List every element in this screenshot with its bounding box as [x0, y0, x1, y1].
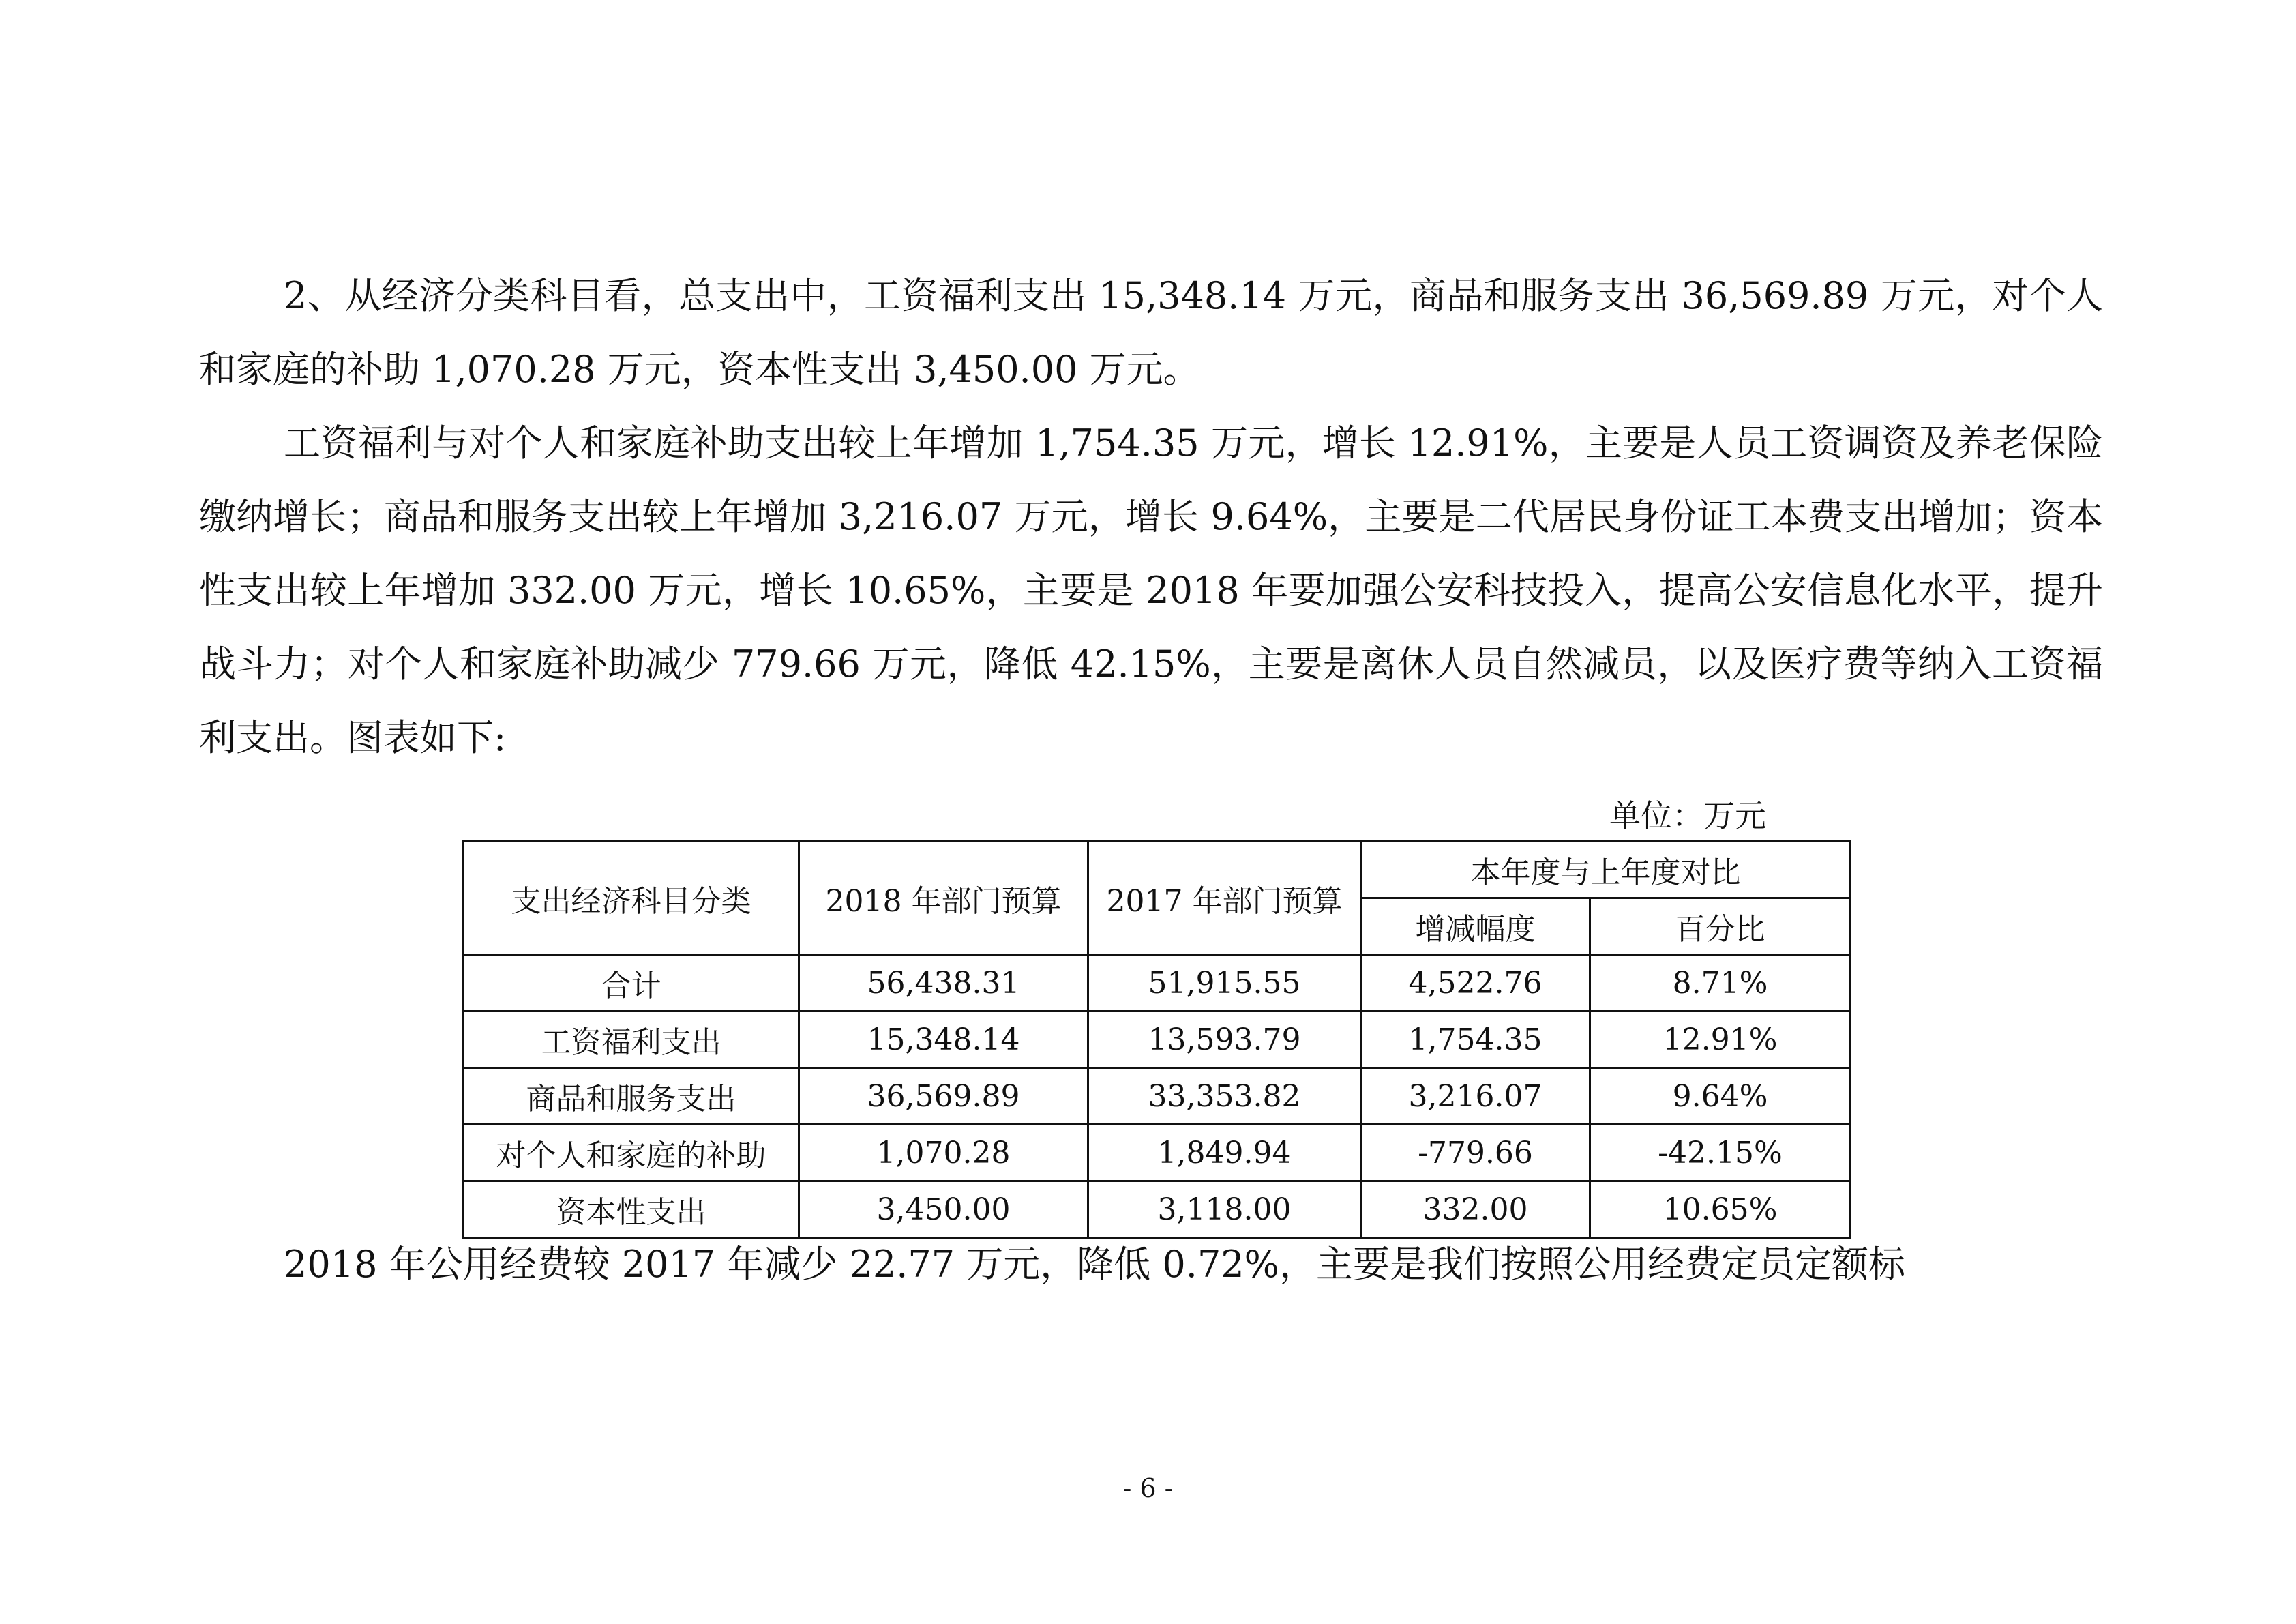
- cell-change: 332.00: [1361, 1181, 1590, 1238]
- cell-percent: 9.64%: [1590, 1068, 1851, 1125]
- header-percent: 百分比: [1590, 898, 1851, 955]
- header-2017-budget: 2017 年部门预算: [1088, 842, 1361, 955]
- unit-label: 单位：万元: [1609, 797, 1766, 834]
- cell-category: 工资福利支出: [464, 1012, 799, 1068]
- cell-change: 1,754.35: [1361, 1012, 1590, 1068]
- cell-2018: 1,070.28: [799, 1125, 1088, 1181]
- header-change: 增减幅度: [1361, 898, 1590, 955]
- header-category: 支出经济科目分类: [464, 842, 799, 955]
- cell-2017: 51,915.55: [1088, 955, 1361, 1012]
- cell-change: -779.66: [1361, 1125, 1590, 1181]
- table-row: [464, 1012, 1851, 1068]
- cell-2017: 13,593.79: [1088, 1012, 1361, 1068]
- paragraph-public-expenses: 2018 年公用经费较 2017 年减少 22.77 万元，降低 0.72%，主要是我们按照公用经费定员定额标: [284, 1243, 1905, 1286]
- cell-2018: 15,348.14: [799, 1012, 1088, 1068]
- table-row: [464, 1125, 1851, 1181]
- table-row: [464, 1068, 1851, 1125]
- cell-change: 4,522.76: [1361, 955, 1590, 1012]
- cell-percent: -42.15%: [1590, 1125, 1851, 1181]
- budget-comparison-table: [462, 840, 1851, 1239]
- table-row: [464, 955, 1851, 1012]
- cell-change: 3,216.07: [1361, 1068, 1590, 1125]
- cell-2018: 3,450.00: [799, 1181, 1088, 1238]
- header-comparison: 本年度与上年度对比: [1361, 842, 1851, 898]
- cell-2017: 3,118.00: [1088, 1181, 1361, 1238]
- cell-2018: 56,438.31: [799, 955, 1088, 1012]
- cell-category: 合计: [464, 955, 799, 1012]
- header-2018-budget: 2018 年部门预算: [799, 842, 1088, 955]
- cell-2017: 33,353.82: [1088, 1068, 1361, 1125]
- cell-2017: 1,849.94: [1088, 1125, 1361, 1181]
- cell-2018: 36,569.89: [799, 1068, 1088, 1125]
- paragraph-economic-classification: 2、从经济分类科目看，总支出中，工资福利支出 15,348.14 万元，商品和服务支出 36,569.89 万元，对个人和家庭的补助 1,070.28 万元，资本性支出 3,450.00 万元。: [199, 274, 2103, 391]
- paragraph-year-over-year-analysis: 工资福利与对个人和家庭补助支出较上年增加 1,754.35 万元，增长 12.91%，主要是人员工资调资及养老保险缴纳增长；商品和服务支出较上年增加 3,216.07 万元，增长 9.64%，主要是二代居民身份证工本费支出增加；资本性支出较上年增加 332.00 万元，增长 10.65%，主要是 2018 年要加强公安科技投入，提高公安信息化水平，提升战斗力；对个人和家庭补助减少 779.66 万元，降低 42.15%，主要是离休人员自然减员，以及医疗费等纳入工资福利支出。图表如下:: [199, 422, 2103, 759]
- cell-percent: 8.71%: [1590, 955, 1851, 1012]
- cell-category: 商品和服务支出: [464, 1068, 799, 1125]
- page-number: - 6 -: [1122, 1473, 1174, 1503]
- cell-percent: 10.65%: [1590, 1181, 1851, 1238]
- table-header-row: [464, 842, 1851, 898]
- cell-category: 对个人和家庭的补助: [464, 1125, 799, 1181]
- cell-percent: 12.91%: [1590, 1012, 1851, 1068]
- cell-category: 资本性支出: [464, 1181, 799, 1238]
